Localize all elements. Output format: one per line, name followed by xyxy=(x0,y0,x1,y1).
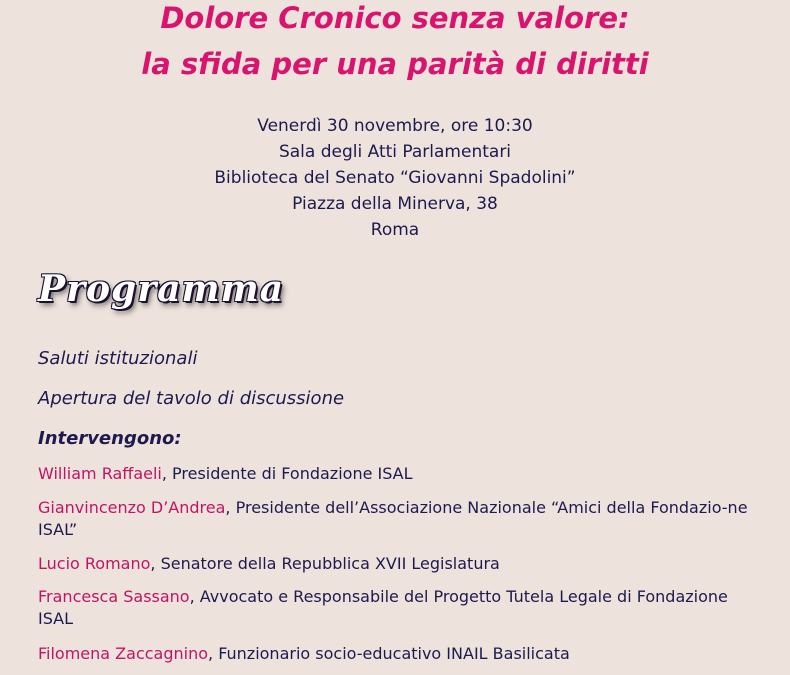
speaker-item xyxy=(38,643,570,665)
agenda-item-opening: Apertura del tavolo di discussione xyxy=(38,388,345,409)
program-heading: Programma xyxy=(38,268,285,310)
speaker-name: Filomena Zaccagnino xyxy=(38,644,209,663)
event-title-line-2: la sfida per una parità di diritti xyxy=(141,47,649,81)
event-venue-block xyxy=(0,113,790,243)
speaker-role: , Senatore della Repubblica XVII Legislatura xyxy=(150,554,500,573)
speaker-role: , Funzionario socio-educativo INAIL Basilicata xyxy=(208,644,570,663)
speaker-item xyxy=(38,553,500,575)
event-date: Venerdì 30 novembre, ore 10:30 xyxy=(257,116,533,136)
speaker-item xyxy=(38,586,750,630)
speaker-item xyxy=(38,497,748,541)
event-library: Biblioteca del Senato “Giovanni Spadolini” xyxy=(214,168,576,188)
event-city: Roma xyxy=(370,220,420,240)
speaker-name: William Raffaeli xyxy=(38,464,162,483)
event-room: Sala degli Atti Parlamentari xyxy=(278,142,512,162)
speakers-heading: Intervengono: xyxy=(38,428,182,449)
speaker-name: Gianvincenzo D’Andrea xyxy=(38,498,226,517)
speaker-role: , Presidente dell’Associazione Nazionale “Amici della Fondazio-ne ISAL” xyxy=(38,498,748,539)
speaker-role: , Presidente di Fondazione ISAL xyxy=(161,464,413,483)
agenda-item-greetings: Saluti istituzionali xyxy=(38,348,198,369)
speaker-name: Lucio Romano xyxy=(38,554,151,573)
speaker-role: , Avvocato e Responsabile del Progetto Tutela Legale di Fondazione ISAL xyxy=(38,587,728,628)
speaker-item xyxy=(38,463,413,485)
event-address: Piazza della Minerva, 38 xyxy=(292,194,498,214)
event-title-line-1: Dolore Cronico senza valore: xyxy=(160,1,630,35)
speaker-name: Francesca Sassano xyxy=(38,587,190,606)
